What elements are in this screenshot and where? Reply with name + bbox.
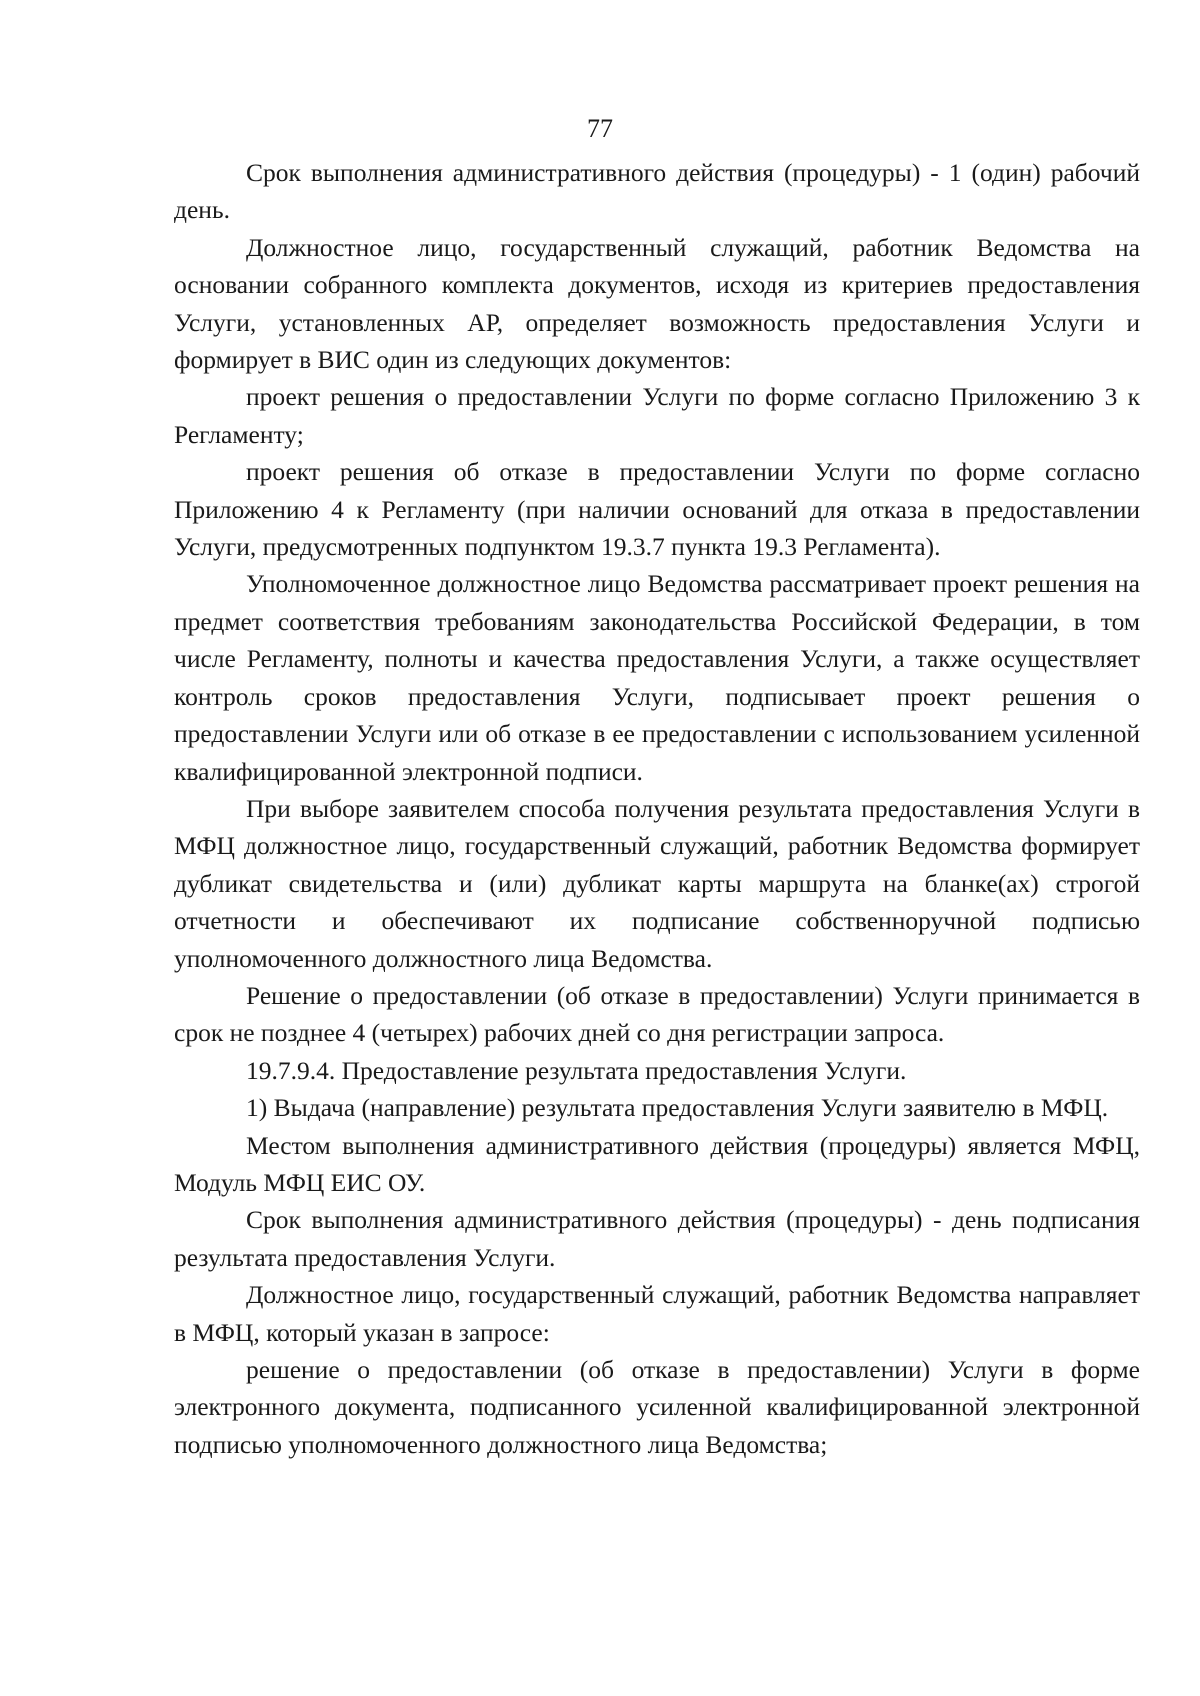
paragraph: 19.7.9.4. Предоставление результата предоставления Услуги. — [246, 1055, 907, 1085]
paragraph: проект решения о предоставлении Услуги по форме согласно Приложению 3 к Регламенту; — [174, 382, 1140, 449]
paragraph: Решение о предоставлении (об отказе в предоставлении) Услуги принимается в срок не позднее 4 (четырех) рабочих дней со дня регистрации запроса. — [174, 980, 1140, 1048]
paragraph: Должностное лицо, государственный служащий, работник Ведомства на основании собранного комплекта документов, исходя из критериев предоставления Услуги, установленных АР, определяет возможность предоставления Услуги и формирует в ВИС один из следующих документов: — [174, 232, 1140, 375]
paragraph: Срок выполнения административного действия (процедуры) - день подписания результата предоставления Услуги. — [174, 1205, 1140, 1272]
paragraph: Срок выполнения административного действия (процедуры) - 1 (один) рабочий день. — [174, 158, 1140, 225]
paragraph: При выборе заявителем способа получения результата предоставления Услуги в МФЦ должностное лицо, государственный служащий, работник Ведомства формирует дубликат свидетельства и (или) дубликат карты маршрута на бланке(ах) строгой отчетности и обеспечивают их подписание собственноручной подписью уполномоченного должностного лица Ведомства. — [174, 793, 1140, 973]
document-body — [174, 154, 1140, 1463]
paragraph: Местом выполнения административного действия (процедуры) является МФЦ, Модуль МФЦ ЕИС ОУ. — [174, 1130, 1140, 1197]
paragraph: решение о предоставлении (об отказе в предоставлении) Услуги в форме электронного документа, подписанного усиленной квалифицированной электронной подписью уполномоченного должностного лица Ведомства; — [174, 1355, 1140, 1459]
paragraph: проект решения об отказе в предоставлении Услуги по форме согласно Приложению 4 к Регламенту (при наличии оснований для отказа в предоставлении Услуги, предусмотренных подпунктом 19.3.7 пункта 19.3 Регламента). — [174, 457, 1140, 562]
page-number: 77 — [587, 114, 613, 143]
paragraph: 1) Выдача (направление) результата предоставления Услуги заявителю в МФЦ. — [246, 1093, 1109, 1123]
paragraph: Уполномоченное должностное лицо Ведомства рассматривает проект решения на предмет соответствия требованиям законодательства Российской Федерации, в том числе Регламенту, полноты и качества предоставления Услуги, а также осуществляет контроль сроков предоставления Услуги, подписывает проект решения о предоставлении Услуги или об отказе в ее предоставлении с использованием усиленной квалифицированной электронной подписи. — [174, 569, 1140, 786]
paragraph: Должностное лицо, государственный служащий, работник Ведомства направляет в МФЦ, который указан в запросе: — [174, 1280, 1140, 1347]
